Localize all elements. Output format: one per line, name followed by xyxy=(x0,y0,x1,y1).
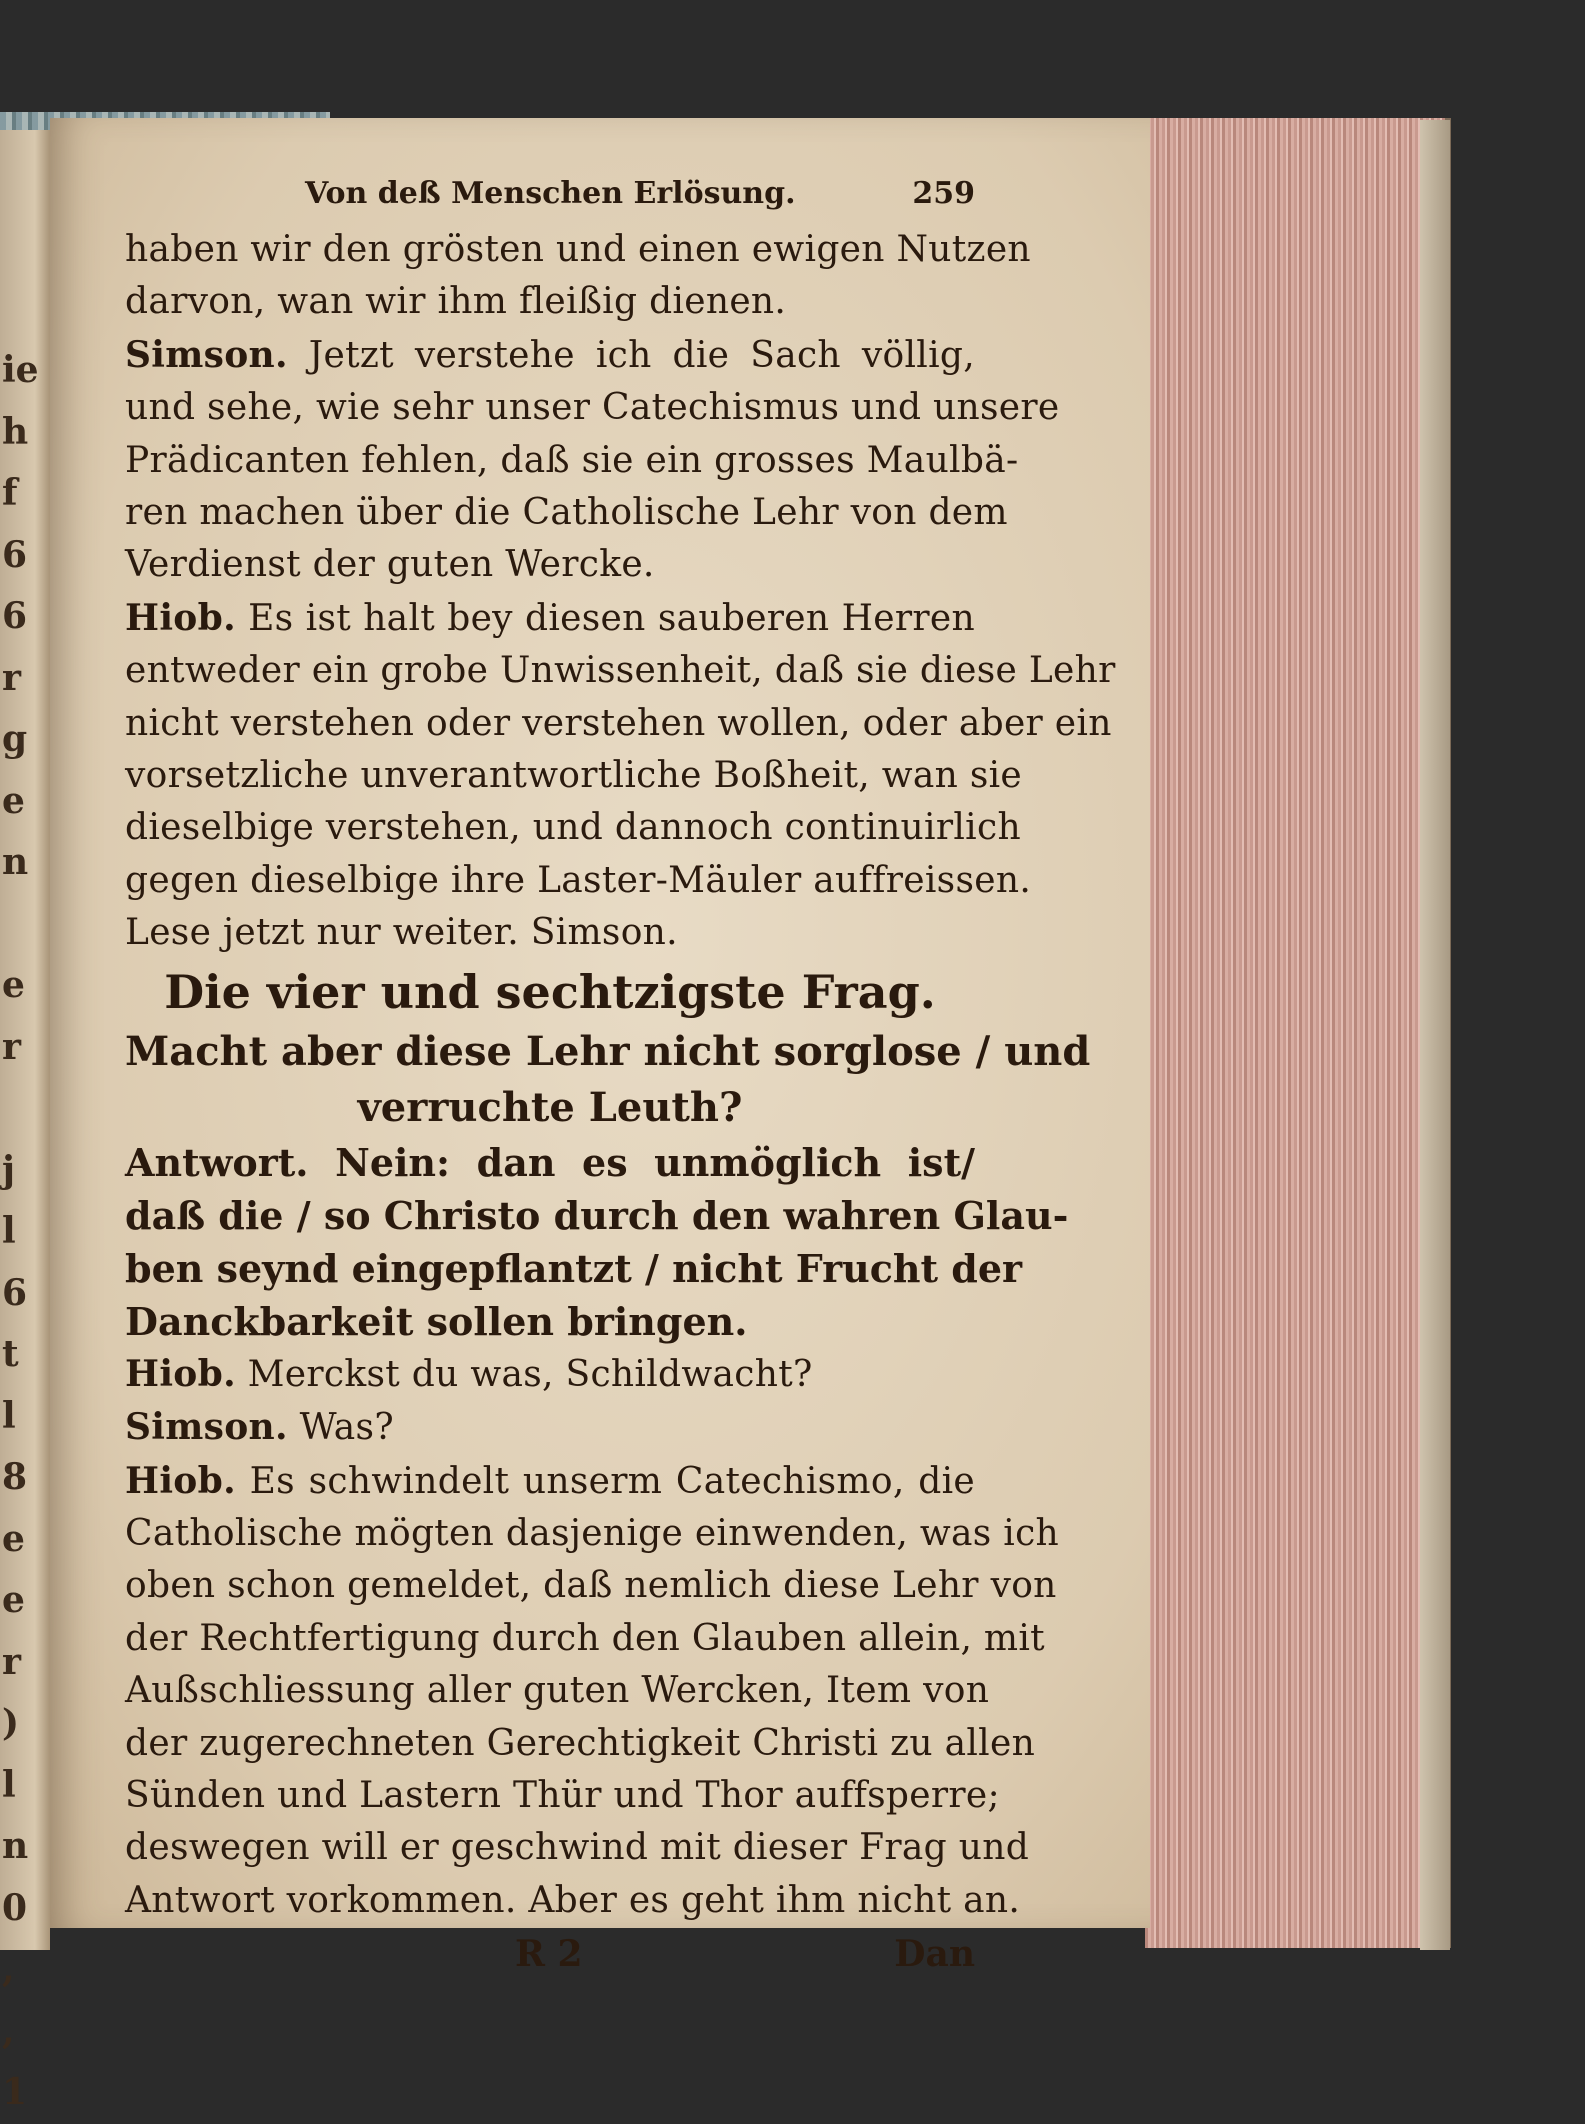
text-line xyxy=(125,1295,975,1348)
page-number: 259 xyxy=(912,176,975,211)
line-text: Sünden und Lastern Thür und Thor auffsperre; xyxy=(125,1774,1000,1816)
line-text: Antwort vorkommen. Aber es geht ihm nicht an. xyxy=(125,1879,1021,1921)
question-line-2: verruchte Leuth? xyxy=(357,1083,743,1131)
text-line xyxy=(125,1875,1021,1927)
text-line xyxy=(125,435,1019,487)
text-line xyxy=(125,1348,975,1401)
text-line xyxy=(125,1770,1000,1822)
text-line xyxy=(125,224,1031,276)
text-line xyxy=(125,802,1021,854)
text-line xyxy=(125,329,975,382)
speaker-name: Simson. xyxy=(125,333,288,376)
text-line xyxy=(125,1822,1030,1874)
text-line xyxy=(125,1136,975,1189)
line-text: Lese jetzt nur weiter. Simson. xyxy=(125,912,678,954)
line-text: Außschliessung aller guten Wercken, Item von xyxy=(125,1670,990,1712)
speaker-name: Hiob. xyxy=(125,1459,236,1502)
line-text: und sehe, wie sehr unser Catechismus und unsere xyxy=(125,387,1060,429)
line-text: der Rechtfertigung durch den Glauben allein, mit xyxy=(125,1617,1045,1659)
line-text: Merckst du was, Schildwacht? xyxy=(235,1353,813,1395)
question-line-1: Macht aber diese Lehr nicht sorglose / und xyxy=(125,1027,1091,1075)
line-text: dieselbige verstehen, und dannoch continuirlich xyxy=(125,807,1021,849)
text-line xyxy=(125,276,975,328)
signature-mark: R 2 xyxy=(515,1933,583,1976)
text-line xyxy=(125,698,1112,750)
text-line xyxy=(125,1455,975,1508)
line-text: haben wir den grösten und einen ewigen Nutzen xyxy=(125,229,1031,270)
line-text: Prädicanten fehlen, daß sie ein grosses Maulbä- xyxy=(125,439,1019,481)
answer-paragraph xyxy=(125,1136,1069,1348)
text-line xyxy=(125,487,1008,539)
left-page-edge-text: ie h f 6 6 r g e n e r j l 6 t l 8 e e r ) l n 0 , , 1 xyxy=(2,349,39,2113)
line-text: Was? xyxy=(287,1407,394,1449)
body-paragraphs xyxy=(125,224,1116,960)
text-line xyxy=(125,1718,1036,1770)
speaker-name: Simson. xyxy=(125,1406,288,1449)
line-text: Es ist halt bey diesen sauberen Herren xyxy=(235,597,975,639)
line-text: entweder ein grobe Unwissenheit, daß sie diese Lehr xyxy=(125,650,1116,692)
line-text: vorsetzliche unverantwortliche Boßheit, wan sie xyxy=(125,755,1023,797)
running-title: Von deß Menschen Erlösung. xyxy=(305,176,796,211)
line-text: Jetzt verstehe ich die Sach völlig, xyxy=(287,334,975,376)
text-line xyxy=(125,382,1060,434)
text-line xyxy=(125,1560,1057,1612)
text-line xyxy=(125,907,975,959)
speaker-name: Hiob. xyxy=(125,1352,236,1395)
running-header xyxy=(125,170,975,224)
line-text: deswegen will er geschwind mit dieser Frag und xyxy=(125,1827,1030,1869)
text-line xyxy=(125,855,1032,907)
dialogue-paragraphs xyxy=(125,1348,1060,1927)
line-text: oben schon gemeldet, daß nemlich diese Lehr von xyxy=(125,1565,1057,1607)
line-text: ben seynd eingepflantzt / nicht Frucht der xyxy=(125,1245,1023,1291)
text-line xyxy=(125,539,975,591)
line-text: Antwort. Nein: dan es unmöglich ist/ xyxy=(125,1139,975,1185)
left-page-edge xyxy=(0,130,50,2113)
line-text: ren machen über die Catholische Lehr von dem xyxy=(125,492,1008,534)
line-text: darvon, wan wir ihm fleißig dienen. xyxy=(125,281,787,323)
page-footer xyxy=(125,1927,975,1987)
text-line xyxy=(125,750,1023,802)
line-text: der zugerechneten Gerechtigkeit Christi zu allen xyxy=(125,1722,1036,1764)
page-text xyxy=(125,170,1116,1987)
catchword: Dan xyxy=(894,1933,975,1976)
line-text: Verdienst der guten Wercke. xyxy=(125,544,655,586)
line-text: Es schwindelt unserm Catechismo, die xyxy=(235,1460,975,1502)
line-text: gegen dieselbige ihre Laster-Mäuler auffreissen. xyxy=(125,859,1032,901)
page-fore-edge xyxy=(1145,118,1451,1948)
text-line xyxy=(125,1242,1023,1295)
text-line xyxy=(125,1613,1045,1665)
line-text: nicht verstehen oder verstehen wollen, oder aber ein xyxy=(125,702,1112,744)
text-line xyxy=(125,1665,990,1717)
section-title: Die vier und sechtzigste Frag. xyxy=(164,964,936,1019)
speaker-name: Hiob. xyxy=(125,596,236,639)
text-line xyxy=(125,1508,1060,1560)
text-line xyxy=(125,592,975,645)
text-line xyxy=(125,1189,1069,1242)
line-text: daß die / so Christo durch den wahren Glau- xyxy=(125,1192,1069,1238)
text-line xyxy=(125,1401,975,1454)
cover-board xyxy=(1420,120,1450,1950)
text-line xyxy=(125,645,1116,697)
line-text: Danckbarkeit sollen bringen. xyxy=(125,1298,748,1344)
line-text: Catholische mögten dasjenige einwenden, was ich xyxy=(125,1512,1060,1554)
